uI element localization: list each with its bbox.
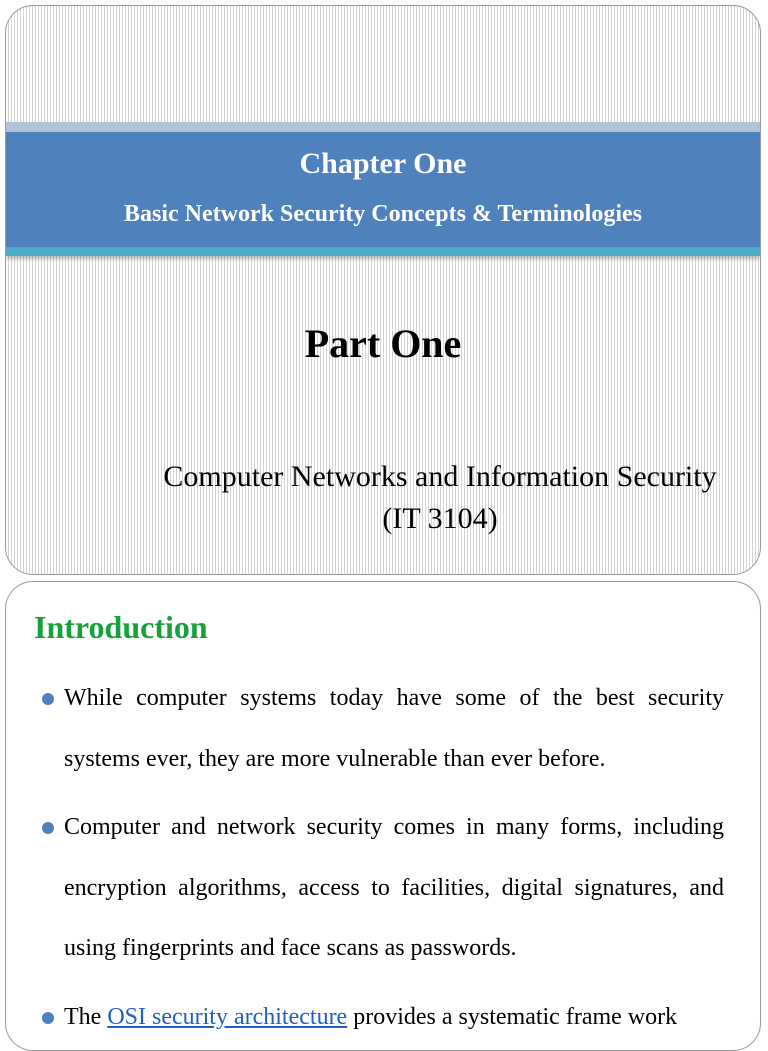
chapter-subtitle: Basic Network Security Concepts & Terminologies [124, 201, 642, 227]
bullet-text: Computer and network security comes in many forms, including encryption algorithms, access to facilities, digital signatures, and using fingerprints and face scans as passwords. [64, 814, 724, 961]
bullet-item [34, 668, 724, 789]
title-top-band [6, 122, 760, 132]
bullet-dot-icon [42, 693, 54, 705]
bullet-list [34, 668, 724, 1051]
bullet-text-prefix: The [64, 1003, 108, 1030]
osi-security-architecture-link[interactable]: OSI security architecture [107, 1003, 348, 1030]
introduction-heading: Introduction [34, 609, 208, 645]
bullet-text-suffix: provides a systematic frame work [347, 1003, 678, 1030]
course-code: (IT 3104) [382, 502, 498, 535]
chapter-title: Chapter One [299, 147, 467, 180]
chapter-title-band [6, 132, 760, 256]
course-info [156, 456, 724, 540]
bullet-item [34, 797, 724, 979]
bullet-item [34, 987, 724, 1048]
part-title: Part One [304, 321, 462, 366]
course-name: Computer Networks and Information Security [163, 460, 717, 493]
title-accent-strip [6, 247, 760, 256]
bullet-dot-icon [42, 1012, 54, 1024]
bullet-text: While computer systems today have some of the best security systems ever, they are more vulnerable than ever before. [64, 685, 724, 772]
bullet-dot-icon [42, 822, 54, 834]
title-slide [5, 5, 761, 575]
introduction-slide [5, 581, 761, 1051]
